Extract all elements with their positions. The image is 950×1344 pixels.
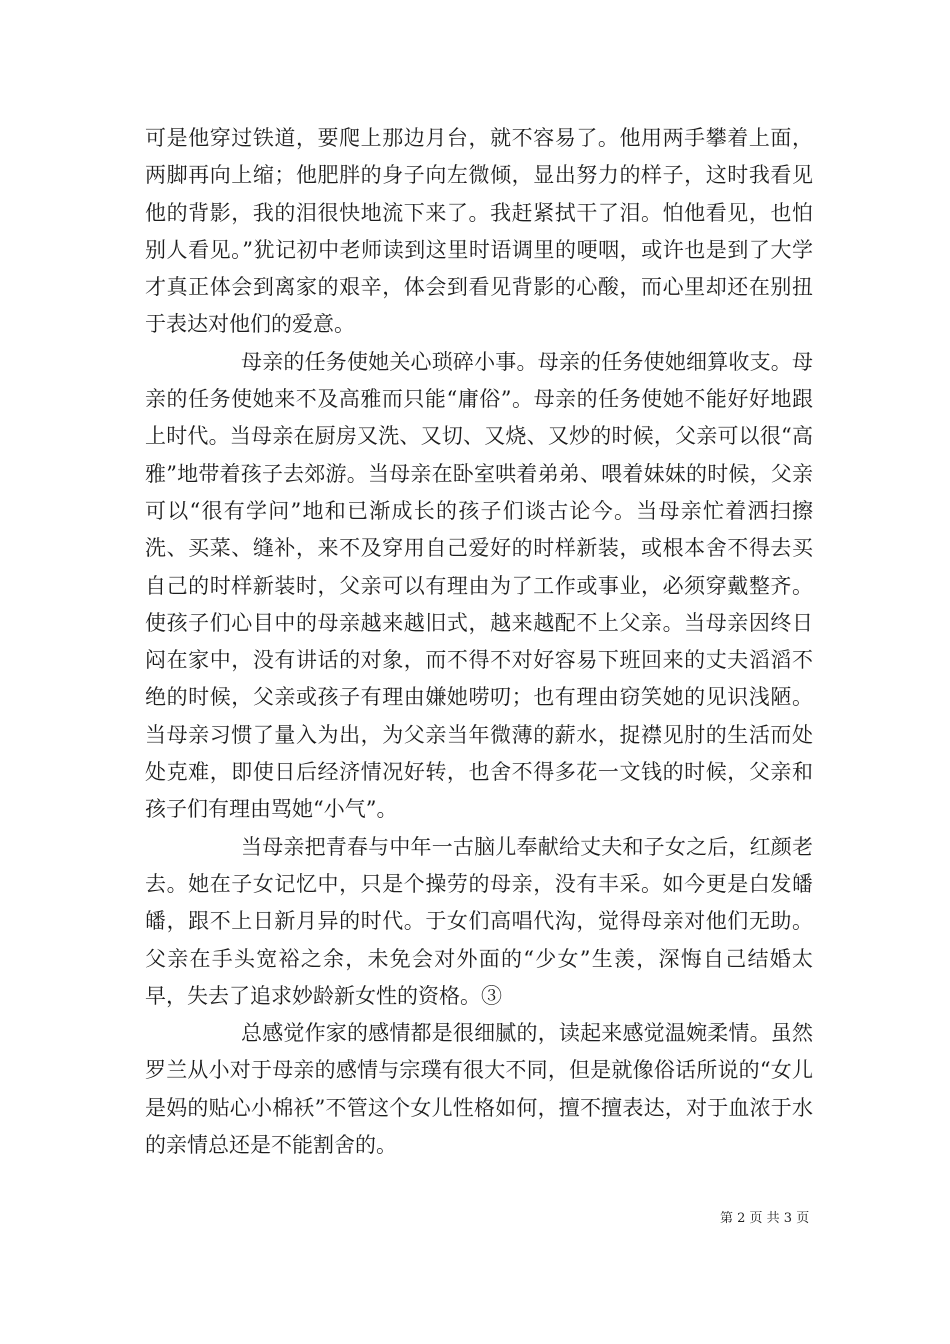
paragraph-1: 可是他穿过铁道，要爬上那边月台，就不容易了。他用两手攀着上面，两脚再向上缩；他肥胖的身子向左微倾，显出努力的样子，这时我看见他的背影，我的泪很快地流下来了。我赶紧拭干了泪。怕他看见，也怕别人看见。”犹记初中老师读到这里时语调里的哽咽，或许也是到了大学才真正体会到离家的艰辛，体会到看见背影的心酸，而心里却还在别扭于表达对他们的爱意。 [145,126,813,337]
paragraph-4: 总感觉作家的感情都是很细腻的，读起来感觉温婉柔情。虽然罗兰从小对于母亲的感情与宗璞有很大不同，但是就像俗话所说的“女儿是妈的贴心小棉袄”不管这个女儿性格如何，擅不擅表达，对于血浓于水的亲情总还是不能割舍的。 [145,1021,813,1158]
paragraph-2: 母亲的任务使她关心琐碎小事。母亲的任务使她细算收支。母亲的任务使她来不及高雅而只能“庸俗”。母亲的任务使她不能好好地跟上时代。当母亲在厨房又洗、又切、又烧、又炒的时候，父亲可以很“高雅”地带着孩子去郊游。当母亲在卧室哄着弟弟、喂着妹妹的时候，父亲可以“很有学问”地和已渐成长的孩子们谈古论今。当母亲忙着洒扫擦洗、买菜、缝补，来不及穿用自己爱好的时样新装，或根本舍不得去买自己的时样新装时，父亲可以有理由为了工作或事业，必须穿戴整齐。使孩子们心目中的母亲越来越旧式，越来越配不上父亲。当母亲因终日闷在家中，没有讲话的对象，而不得不对好容易下班回来的丈夫滔滔不绝的时候，父亲或孩子有理由嫌她唠叨；也有理由窃笑她的见识浅陋。当母亲习惯了量入为出，为父亲当年微薄的薪水，捉襟见肘的生活而处处克难，即使日后经济情况好转，也舍不得多花一文钱的时候，父亲和孩子们有理由骂她“小气”。 [145,349,813,822]
paragraph-3: 当母亲把青春与中年一古脑儿奉献给丈夫和子女之后，红颜老去。她在子女记忆中，只是个操劳的母亲，没有丰采。如今更是白发皤皤，跟不上日新月异的时代。于女们高唱代沟，觉得母亲对他们无助。父亲在手头宽裕之余，未免会对外面的“少女”生羡，深悔自己结婚太早，失去了追求妙龄新女性的资格。③ [145,834,813,1008]
document-body [145,120,813,1164]
page-number-footer: 第 2 页 共 3 页 [720,1211,810,1226]
